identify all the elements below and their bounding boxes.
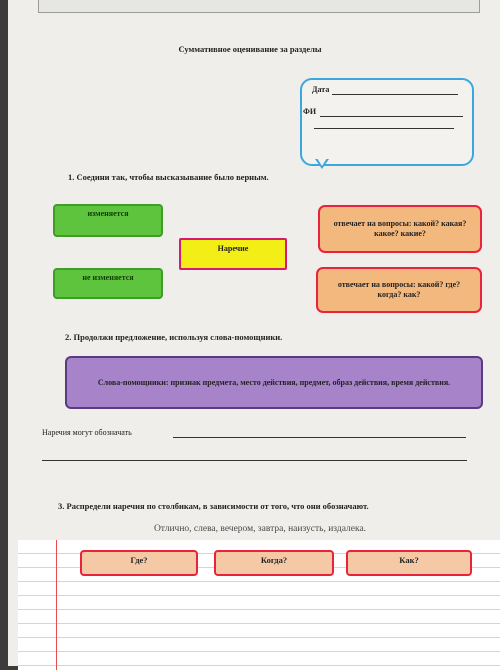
column-how[interactable]: Как? [346,550,472,576]
bubble-tail-fill [317,158,327,166]
green-box-changes[interactable]: изменяется [53,204,163,237]
page-title: Суммативное оценивание за разделы [178,44,322,54]
orange-box-questions-2[interactable]: отвечает на вопросы: какой? где? когда? как? [316,267,482,313]
sentence-start: Наречия могут обозначать [42,428,132,437]
task1-heading: 1. Соедини так, чтобы высказывание было верным. [68,172,269,182]
column-where[interactable]: Где? [80,550,198,576]
adverb-center-box[interactable]: Наречие [179,238,287,270]
date-label: Дата [312,85,330,94]
header-bar [38,0,480,13]
green-box-not-changes[interactable]: не изменяется [53,268,163,299]
date-field-line[interactable] [332,94,458,95]
name-label: ФИ [303,107,317,116]
answer-line-1[interactable] [173,437,466,438]
name-field-line-2[interactable] [314,128,454,129]
notebook-margin-line [56,540,57,670]
column-when[interactable]: Когда? [214,550,334,576]
answer-line-2[interactable] [42,460,467,461]
name-field-line[interactable] [320,116,463,117]
orange-box-questions-1[interactable]: отвечает на вопросы: какой? какая? какое? какие? [318,205,482,253]
task2-heading: 2. Продолжи предложение, используя слова-помощники. [65,332,283,342]
helper-words-box: Слова-помощники: признак предмета, место действия, предмет, образ действия, время действия. [65,356,483,409]
adverbs-list: Отлично, слева, вечером, завтра, наизусть, издалека. [153,524,367,534]
task3-heading: 3. Распредели наречия по столбикам, в зависимости от того, что они обозначают. [58,501,369,511]
